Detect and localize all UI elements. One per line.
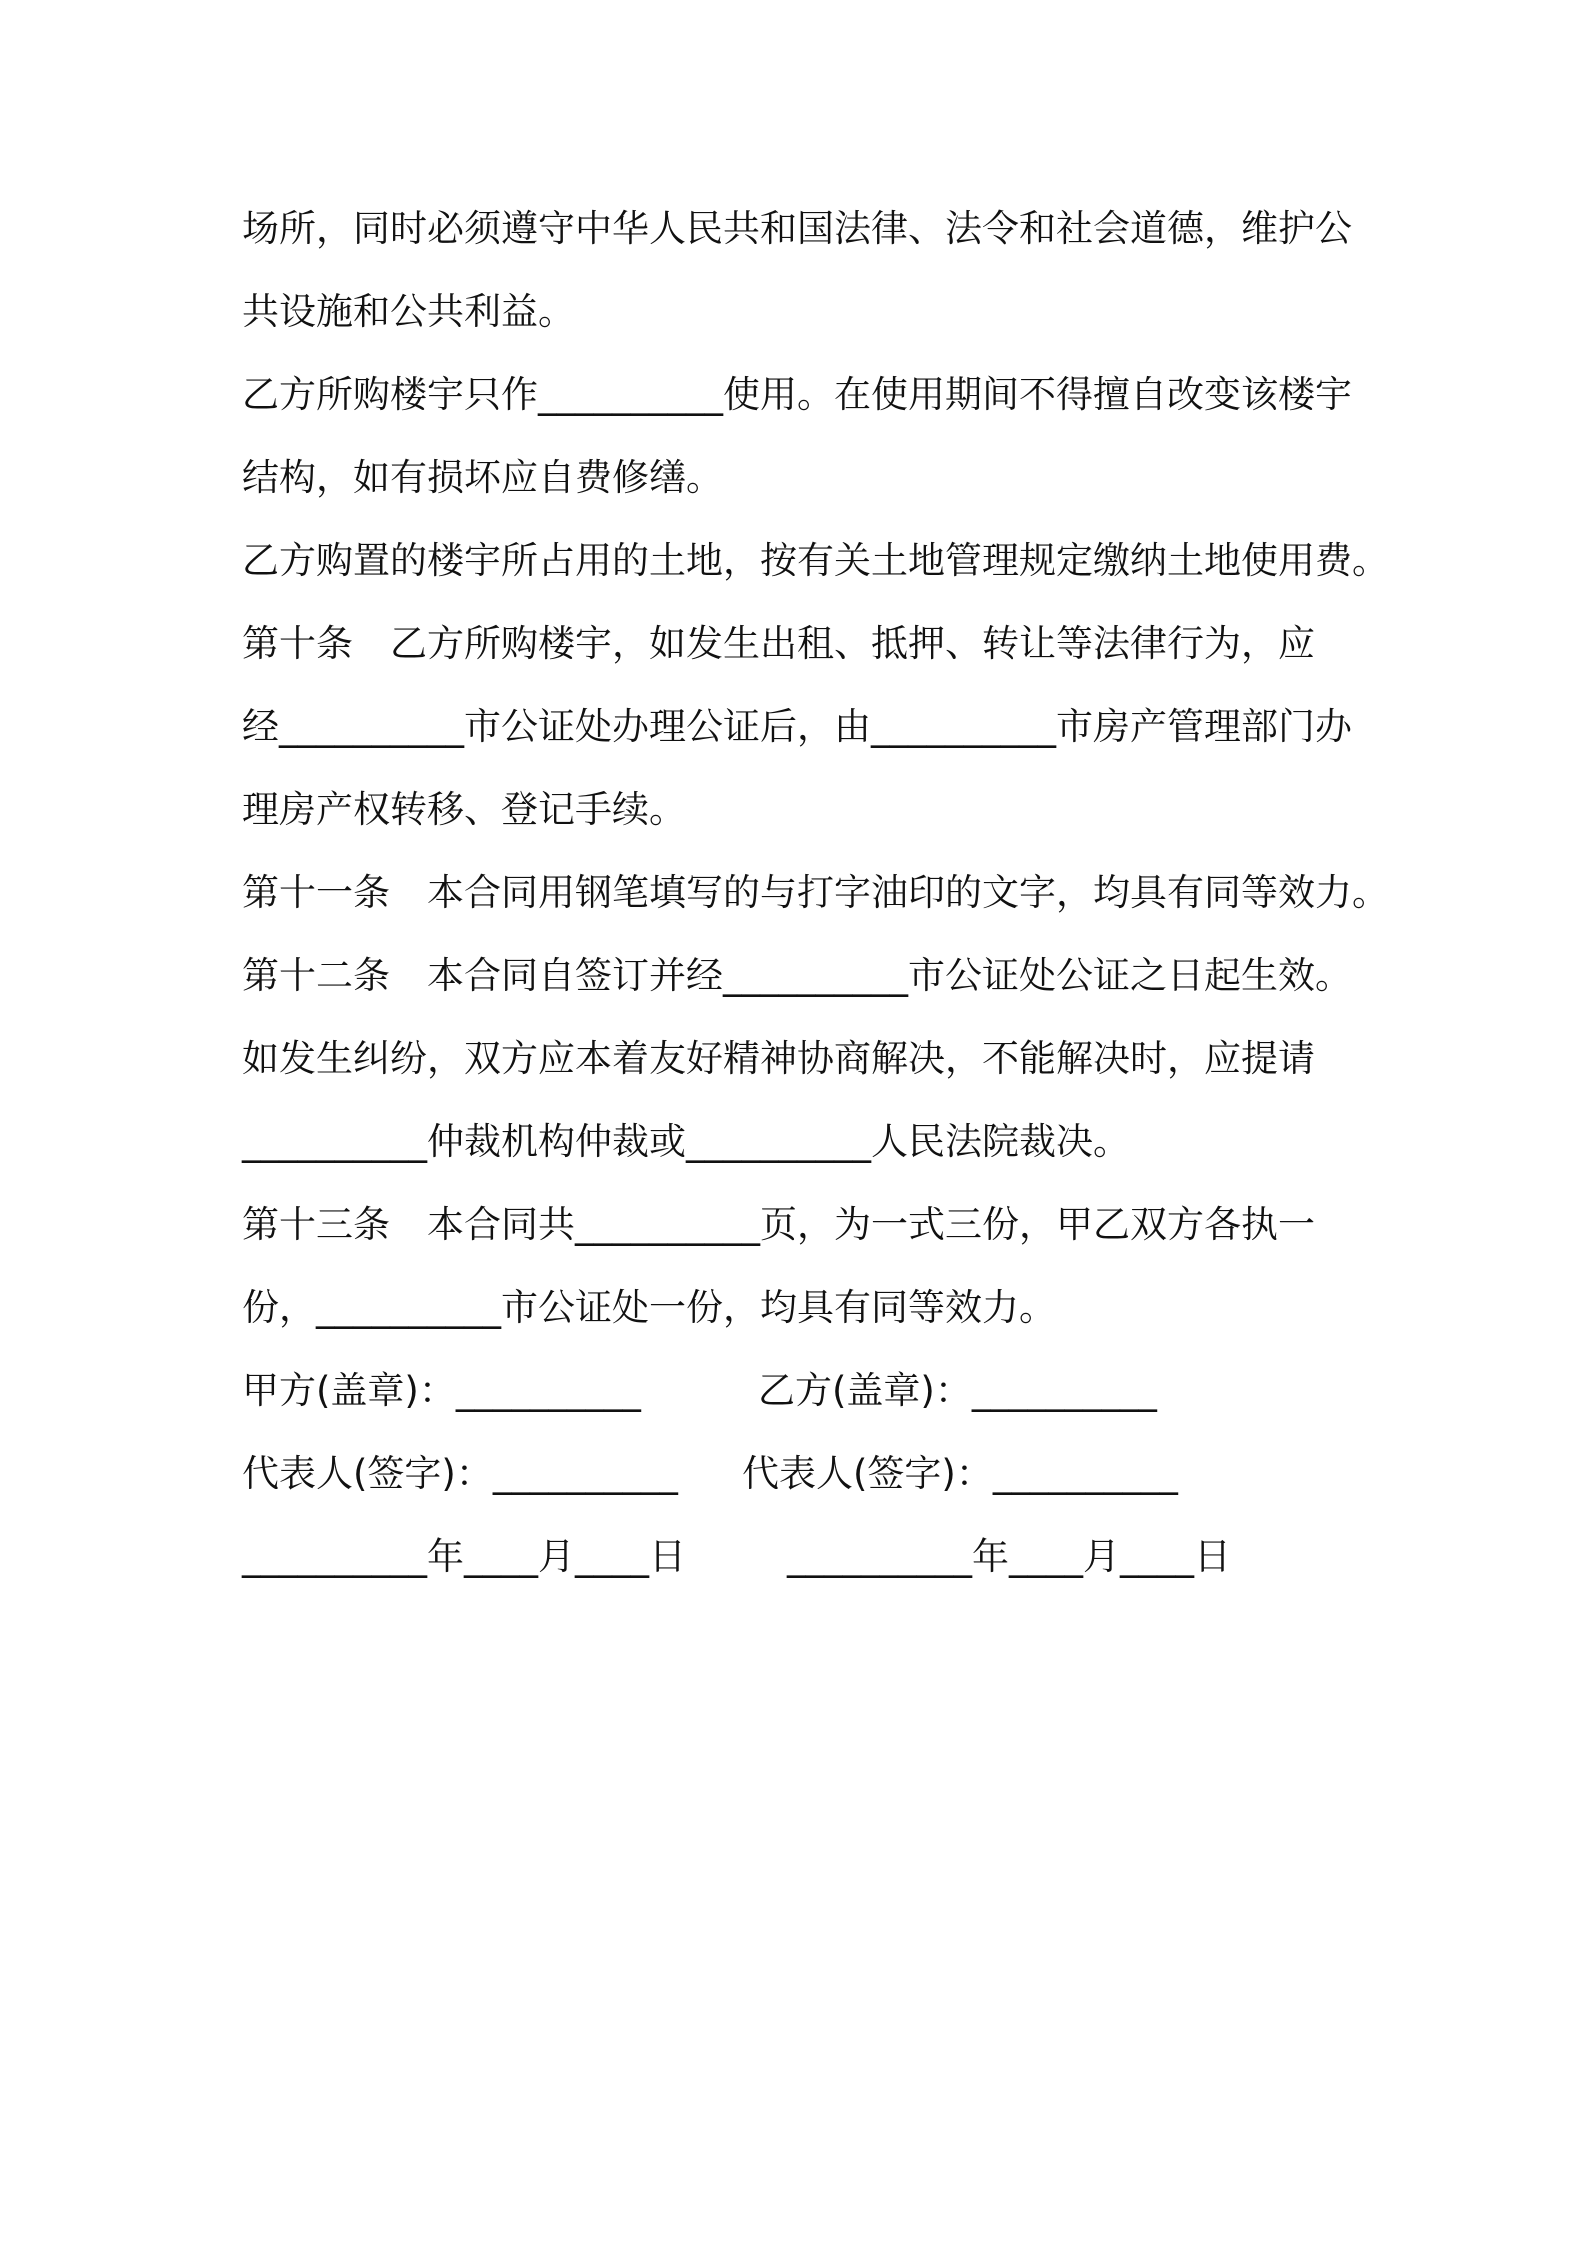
- seal-row: [242, 1358, 1382, 1441]
- article-twelve: 第十二条 本合同自签订并经__________市公证处公证之日起生效。: [242, 954, 1352, 997]
- date-row: [242, 1524, 1382, 1607]
- text-line: 乙方所购楼宇只作__________使用。在使用期间不得擅自改变该楼宇: [242, 373, 1352, 416]
- text-line: 如发生纠纷，双方应本着友好精神协商解决，不能解决时，应提请: [242, 1037, 1315, 1080]
- party-a-representative: 代表人(签字)：__________: [242, 1452, 678, 1495]
- article-thirteen: 第十三条 本合同共__________页，为一式三份，甲乙双方各执一: [242, 1203, 1315, 1246]
- text-line: __________仲裁机构仲裁或__________人民法院裁决。: [242, 1120, 1130, 1163]
- party-a-seal: 甲方(盖章)：__________: [242, 1369, 641, 1412]
- text-line: 经__________市公证处办理公证后，由__________市房产管理部门办: [242, 705, 1352, 748]
- article-eleven: 第十一条 本合同用钢笔填写的与打字油印的文字，均具有同等效力。: [242, 871, 1389, 914]
- text-line: 共设施和公共利益。: [242, 290, 575, 333]
- representative-row: [242, 1441, 1382, 1524]
- contract-body: [242, 196, 1389, 1607]
- text-line: 份，__________市公证处一份，均具有同等效力。: [242, 1286, 1056, 1329]
- text-line: 理房产权转移、登记手续。: [242, 788, 686, 831]
- party-a-date: __________年____月____日: [242, 1535, 686, 1578]
- text-line: 场所，同时必须遵守中华人民共和国法律、法令和社会道德，维护公: [242, 207, 1352, 250]
- text-line: 乙方购置的楼宇所占用的土地，按有关土地管理规定缴纳土地使用费。: [242, 539, 1389, 582]
- party-b-date: __________年____月____日: [787, 1535, 1231, 1578]
- party-b-seal: 乙方(盖章)：__________: [758, 1369, 1157, 1412]
- article-ten: 第十条 乙方所购楼宇，如发生出租、抵押、转让等法律行为，应: [242, 622, 1315, 665]
- text-line: 结构，如有损坏应自费修缮。: [242, 456, 723, 499]
- party-b-representative: 代表人(签字)：__________: [742, 1452, 1178, 1495]
